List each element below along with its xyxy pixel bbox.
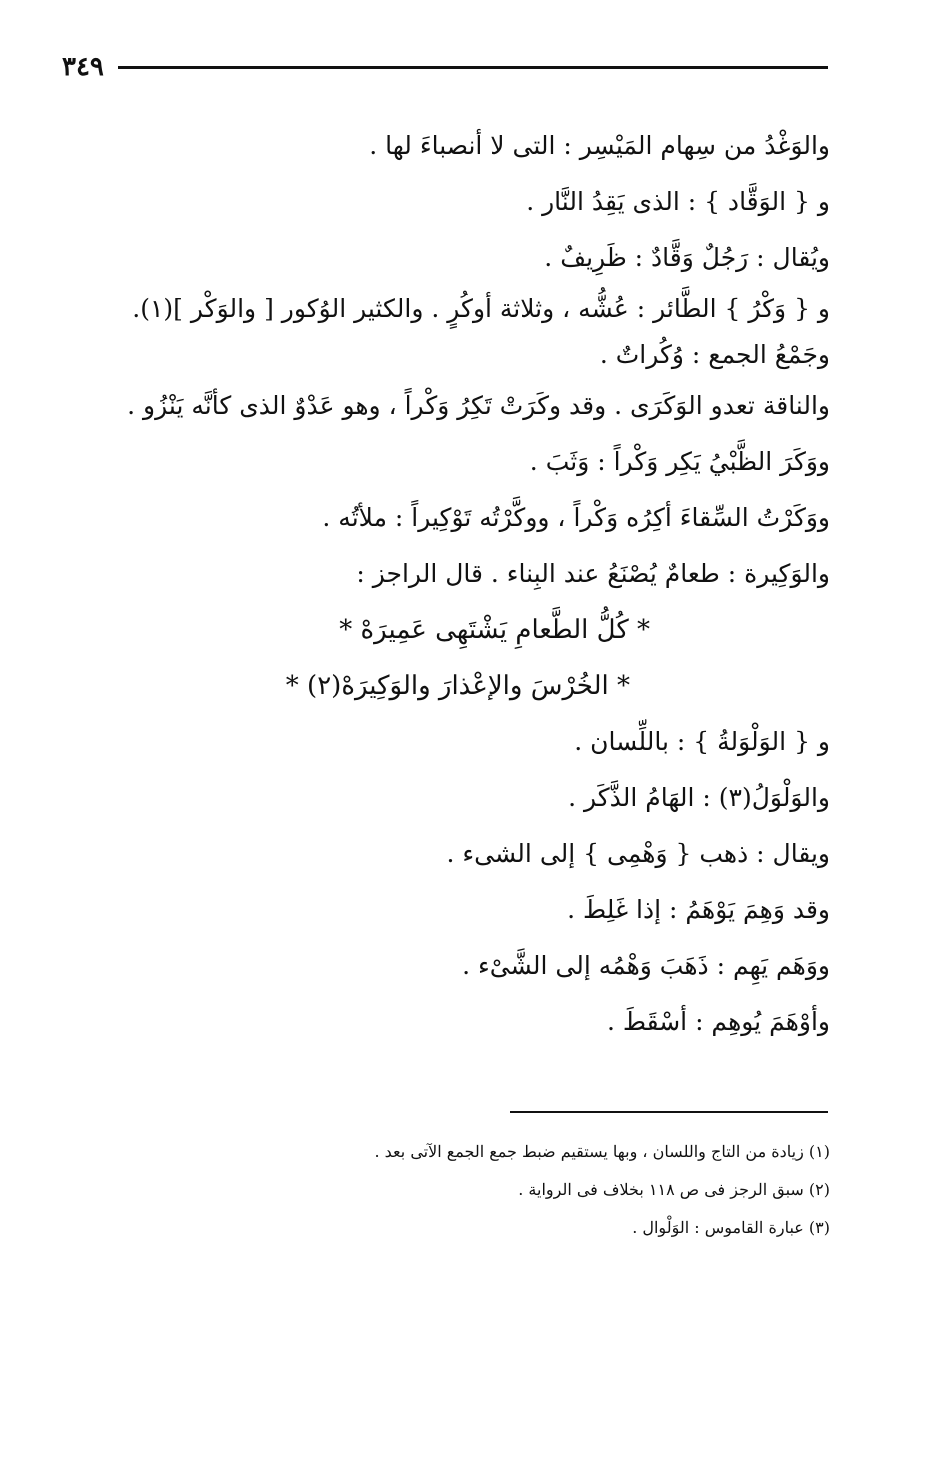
text-line: والناقة تعدو الوَكَرَى . وقد وكَرَتْ تَكِرُ وَكْراً ، وهو عَدْوٌ الذى كأنَّه يَنْزُو . (127, 391, 830, 420)
text-line: والوَغْدُ من سِهام المَيْسِر : التى لا أنصباءَ لها . (369, 131, 830, 160)
header-rule (118, 66, 828, 69)
text-line: ووَهَم يَهِم : ذَهَبَ وَهْمُه إلى الشَّىْء . (462, 951, 830, 980)
text-line: ويقال : ذهب { وَهْمِى } إلى الشىء . (446, 839, 830, 868)
text-line: وقد وَهِمَ يَوْهَمُ : إذا غَلِطَ . (567, 895, 830, 924)
text-line: و { الوَقَّاد } : الذى يَقِدُ النَّار . (526, 187, 830, 216)
text-line: وجَمْعُ الجمع : وُكُراتٌ . (599, 340, 830, 369)
text-line: والوَكِيرة : طعامٌ يُصْنَعُ عند البِناء . قال الراجز : (356, 559, 830, 588)
text-line: وأوْهَمَ يُوهِم : أسْقَطَ . (606, 1007, 830, 1036)
footnotes (240, 1133, 830, 1247)
text-line: والوَلْوَلُ(٣) : الهَامُ الذَّكَر . (568, 783, 830, 812)
text-line: و { الوَلْوَلةُ } : باللِّسان . (574, 727, 830, 756)
text-line: و { وَكْرُ } الطَّائر : عُشُّه ، وثلاثة أوكُرٍ . والكثير الوُكور [ والوَكْر ](١). (132, 294, 830, 323)
footnote: (٢) سبق الرجز فى ص ١١٨ بخلاف فى الرواية . (518, 1180, 830, 1199)
text-line: ووَكَرَ الظَّبْيُ يَكِر وَكْراً : وَثَبَ . (529, 447, 830, 476)
page-number: ٣٤٩ (62, 52, 104, 82)
verse-line: * الخُرْسَ والإعْذارَ والوَكِيرَهْ(٢) * (285, 671, 630, 701)
footnote: (٣) عبارة القاموس : الوَلْوال . (632, 1218, 830, 1237)
text-line: ووَكَرْتُ السِّقاءَ أكِرُه وَكْراً ، ووكَّرْتُه تَوْكِيراً : ملأتُه . (322, 503, 830, 532)
text-line: ويُقال : رَجُلٌ وَقَّادٌ : ظَرِيفٌ . (544, 243, 830, 272)
footnote-rule (510, 1111, 828, 1113)
verse-line: * كُلُّ الطَّعامِ يَشْتَهِى عَمِيرَهْ * (339, 615, 650, 645)
footnote: (١) زيادة من التاج واللسان ، وبها يستقيم ضبط جمع الجمع الآتى بعد . (374, 1142, 830, 1161)
body-text (40, 118, 830, 1050)
